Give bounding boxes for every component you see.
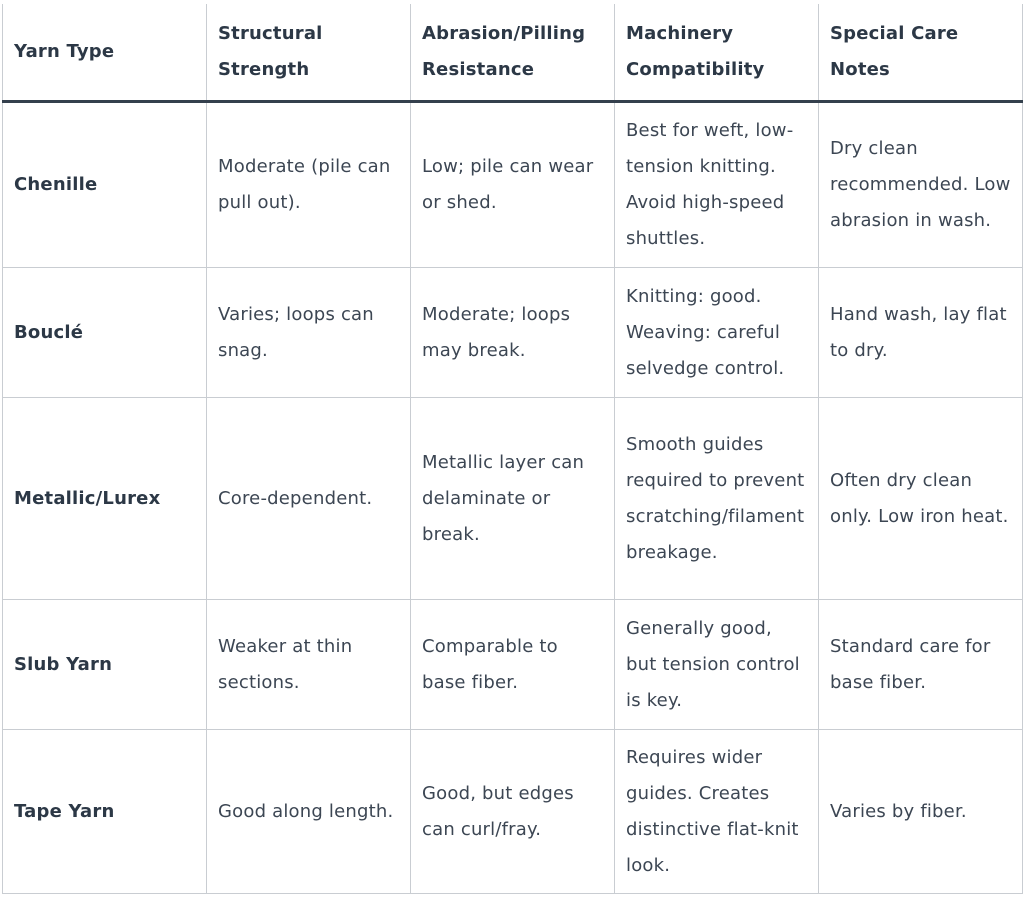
cell-abrasion-resistance: Metallic layer can delaminate or break. [411, 398, 615, 600]
cell-structural-strength: Core-dependent. [207, 398, 411, 600]
cell-care-notes: Standard care for base fiber. [819, 600, 1023, 730]
cell-care-notes: Often dry clean only. Low iron heat. [819, 398, 1023, 600]
cell-structural-strength: Weaker at thin sections. [207, 600, 411, 730]
cell-machinery-compatibility: Best for weft, low-tension knitting. Avoid high-speed shuttles. [615, 102, 819, 268]
table-header [3, 4, 1023, 102]
table-body [3, 102, 1023, 894]
cell-abrasion-resistance: Good, but edges can curl/fray. [411, 730, 615, 894]
header-yarn-type: Yarn Type [3, 4, 207, 102]
cell-care-notes: Varies by fiber. [819, 730, 1023, 894]
table-row [3, 398, 1023, 600]
table-row [3, 600, 1023, 730]
header-machinery-compatibility: Machinery Compatibility [615, 4, 819, 102]
cell-abrasion-resistance: Low; pile can wear or shed. [411, 102, 615, 268]
cell-yarn-type: Tape Yarn [3, 730, 207, 894]
cell-structural-strength: Good along length. [207, 730, 411, 894]
cell-yarn-type: Chenille [3, 102, 207, 268]
table-row [3, 102, 1023, 268]
yarn-comparison-table [2, 4, 1023, 894]
cell-machinery-compatibility: Generally good, but tension control is key. [615, 600, 819, 730]
cell-care-notes: Dry clean recommended. Low abrasion in wash. [819, 102, 1023, 268]
header-row [3, 4, 1023, 102]
header-care-notes: Special Care Notes [819, 4, 1023, 102]
cell-yarn-type: Bouclé [3, 268, 207, 398]
header-abrasion-resistance: Abrasion/Pilling Resistance [411, 4, 615, 102]
yarn-comparison-table-container [2, 4, 1022, 894]
header-structural-strength: Structural Strength [207, 4, 411, 102]
table-row [3, 268, 1023, 398]
cell-yarn-type: Metallic/Lurex [3, 398, 207, 600]
table-row [3, 730, 1023, 894]
cell-machinery-compatibility: Requires wider guides. Creates distinctive flat-knit look. [615, 730, 819, 894]
cell-machinery-compatibility: Smooth guides required to prevent scratching/filament breakage. [615, 398, 819, 600]
cell-abrasion-resistance: Comparable to base fiber. [411, 600, 615, 730]
cell-structural-strength: Moderate (pile can pull out). [207, 102, 411, 268]
cell-abrasion-resistance: Moderate; loops may break. [411, 268, 615, 398]
cell-structural-strength: Varies; loops can snag. [207, 268, 411, 398]
cell-machinery-compatibility: Knitting: good. Weaving: careful selvedge control. [615, 268, 819, 398]
cell-care-notes: Hand wash, lay flat to dry. [819, 268, 1023, 398]
cell-yarn-type: Slub Yarn [3, 600, 207, 730]
